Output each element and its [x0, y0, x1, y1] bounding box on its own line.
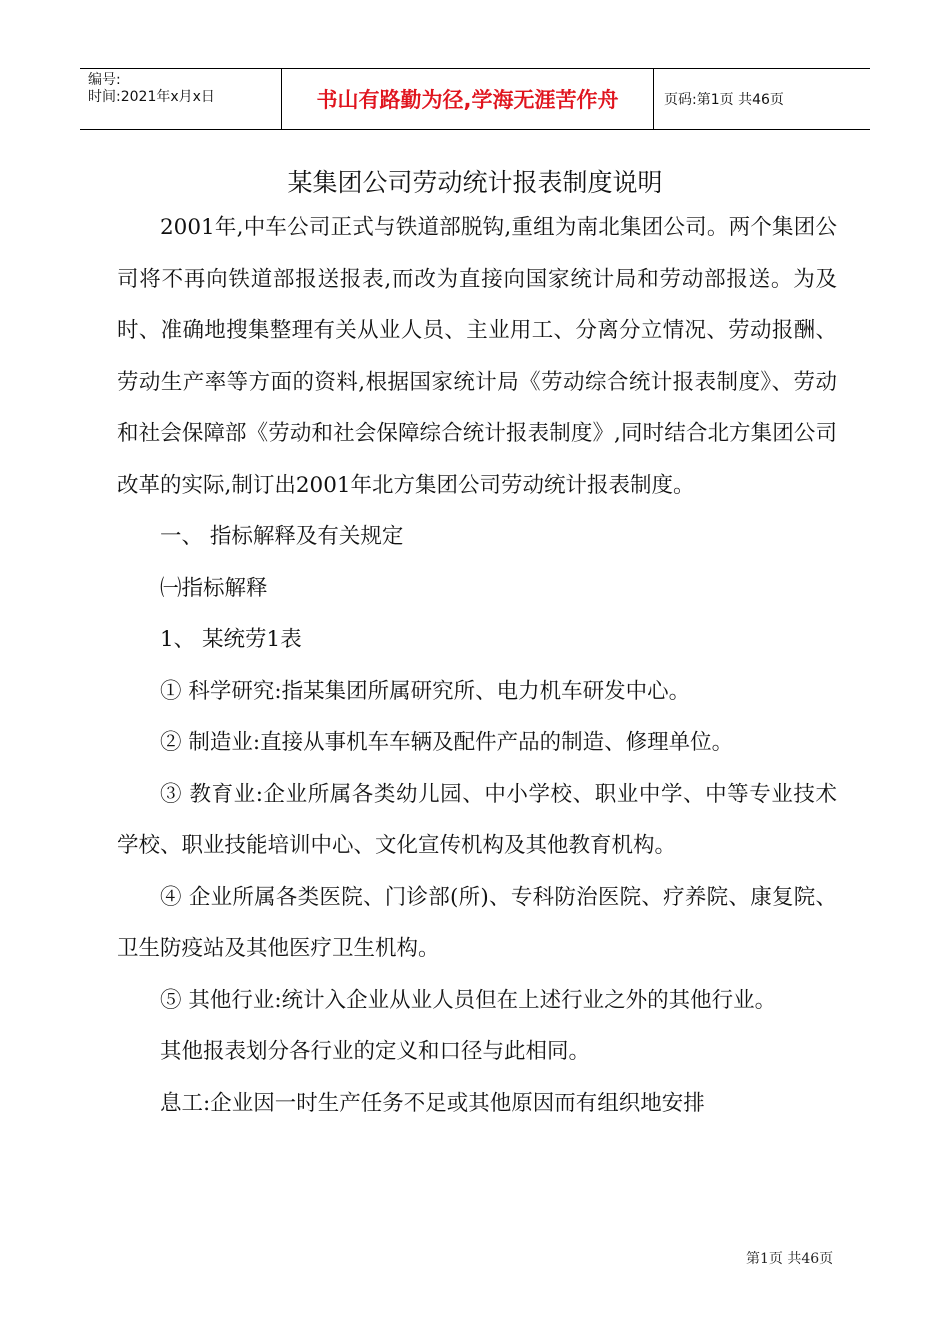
list-item: ⑤ 其他行业:统计入企业从业人员但在上述行业之外的其他行业。 — [160, 987, 777, 1013]
page-footer: 第1页 共46页 — [746, 1251, 834, 1267]
section-heading: 一、 指标解释及有关规定 — [160, 524, 404, 549]
paragraph: 2001年,中车公司正式与铁道部脱钩,重组为南北集团公司。两个集团公司将不再向铁道部报送报表,而改为直接向国家统计局和劳动部报送。为及时、准确地搜集整理有关从业人员、主业用工、分离分立情况、劳动报酬、劳动生产率等方面的资料,根据国家统计局《劳动综合统计报表制度》、劳动和社会保障部《劳动和社会保障综合统计报表制度》,同时结合北方集团公司改革的实际,制订出2001年北方集团公司劳动统计报表制度。 — [117, 215, 837, 498]
list-item: ④ 企业所属各类医院、门诊部(所)、专科防治医院、疗养院、康复院、卫生防疫站及其他医疗卫生机构。 — [117, 884, 837, 961]
list-item: ① 科学研究:指某集团所属研究所、电力机车研发中心。 — [160, 678, 691, 704]
list-item: ③ 教育业:企业所属各类幼儿园、中小学校、职业中学、中等专业技术学校、职业技能培训中心、文化宣传机构及其他教育机构。 — [117, 781, 837, 858]
document-body — [117, 202, 837, 1129]
number-label: 编号: — [88, 72, 121, 88]
subsection-heading: ㈠指标解释 — [160, 575, 268, 601]
item-heading: 1、 某统劳1表 — [160, 627, 302, 652]
header-motto-cell — [282, 69, 654, 129]
list-item: ② 制造业:直接从事机车车辆及配件产品的制造、修理单位。 — [160, 730, 734, 755]
header-page-cell — [654, 69, 870, 129]
time-label: 时间:2021年x月x日 — [88, 89, 215, 105]
document-header — [80, 68, 870, 130]
motto-text: 书山有路勤为径,学海无涯苦作舟 — [316, 88, 619, 112]
paragraph: 息工:企业因一时生产任务不足或其他原因而有组织地安排 — [160, 1090, 705, 1116]
page-code: 页码:第1页 共46页 — [664, 92, 784, 108]
document-title: 某集团公司劳动统计报表制度说明 — [287, 168, 663, 197]
header-meta-cell — [80, 69, 282, 129]
paragraph: 其他报表划分各行业的定义和口径与此相同。 — [160, 1039, 591, 1064]
